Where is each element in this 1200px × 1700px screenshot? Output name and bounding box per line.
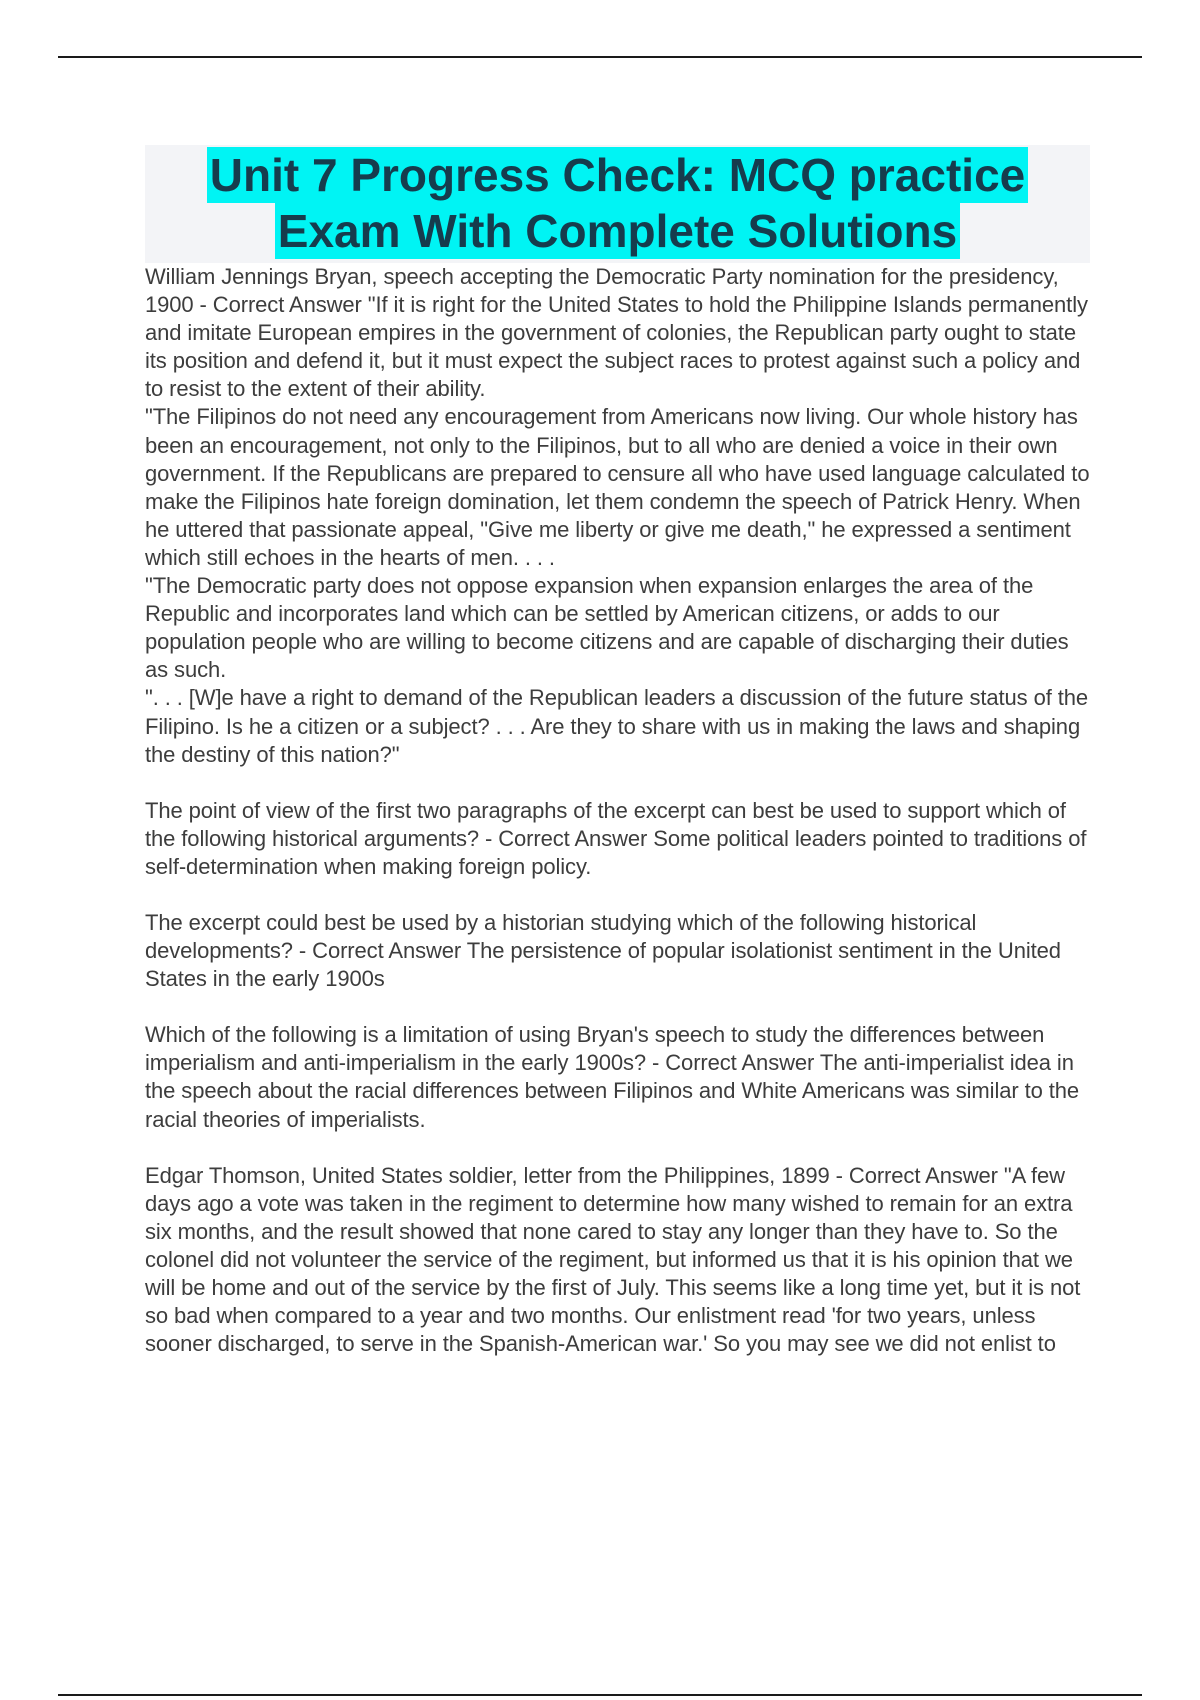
- document-body: [145, 263, 1090, 1358]
- question-answer: The excerpt could best be used by a historian studying which of the following historical developments? - Correct Answer The persistence of popular isolationist sentiment in the United States in the early 1900s: [145, 909, 1061, 992]
- passage-block: [145, 263, 1090, 769]
- spacer: [145, 1134, 1090, 1162]
- paragraph: "The Democratic party does not oppose expansion when expansion enlarges the area of the Republic and incorporates land which can be settled by American citizens, or adds to our population people who are willing to become citizens and are capable of discharging their duties as such.: [145, 573, 1069, 683]
- passage-block: Edgar Thomson, United States soldier, letter from the Philippines, 1899 - Correct Answer "A few days ago a vote was taken in the regiment to determine how many wished to remain for an extra six months, and the result showed that none cared to stay any longer than they have to. So the colonel did not volunteer the service of the regiment, but informed us that it is his opinion that we will be home and out of the service by the first of July. This seems like a long time yet, but it is not so bad when compared to a year and two months. Our enlistment read 'for two years, unless sooner discharged, to serve in the Spanish-American war.' So you may see we did not enlist to: [145, 1162, 1081, 1357]
- paragraph: ". . . [W]e have a right to demand of the Republican leaders a discussion of the future status of the Filipino. Is he a citizen or a subject? . . . Are they to share with us in making the laws and shaping the destiny of this nation?": [145, 685, 1089, 767]
- page-title-line-1: Unit 7 Progress Check: MCQ practice: [207, 147, 1028, 203]
- spacer: [145, 993, 1090, 1021]
- document-content: [145, 145, 1090, 1358]
- page-title-line-2: Exam With Complete Solutions: [275, 203, 960, 259]
- paragraph: William Jennings Bryan, speech accepting the Democratic Party nomination for the presidency, 1900 - Correct Answer "If it is right for the United States to hold the Philippine Islands permanently and imitate European empires in the government of colonies, the Republican party ought to state its position and defend it, but it must expect the subject races to protest against such a policy and to resist to the extent of their ability.: [145, 264, 1088, 402]
- title-band: [145, 145, 1090, 263]
- top-rule: [58, 56, 1142, 58]
- question-answer: Which of the following is a limitation of using Bryan's speech to study the differences between imperialism and anti-imperialism in the early 1900s? - Correct Answer The anti-imperialist idea in the speech about the racial differences between Filipinos and White Americans was similar to the racial theories of imperialists.: [145, 1022, 1080, 1132]
- spacer: [145, 881, 1090, 909]
- bottom-rule: [58, 1694, 1142, 1696]
- question-answer: The point of view of the first two paragraphs of the excerpt can best be used to support which of the following historical arguments? - Correct Answer Some political leaders pointed to traditions of self-determination when making foreign policy.: [145, 797, 1087, 879]
- spacer: [145, 769, 1090, 797]
- paragraph: "The Filipinos do not need any encouragement from Americans now living. Our whole history has been an encouragement, not only to the Filipinos, but to all who are denied a voice in their own government. If the Republicans are prepared to censure all who have used language calculated to make the Filipinos hate foreign domination, let them condemn the speech of Patrick Henry. When he uttered that passionate appeal, "Give me liberty or give me death," he expressed a sentiment which still echoes in the hearts of men. . . .: [145, 404, 1090, 570]
